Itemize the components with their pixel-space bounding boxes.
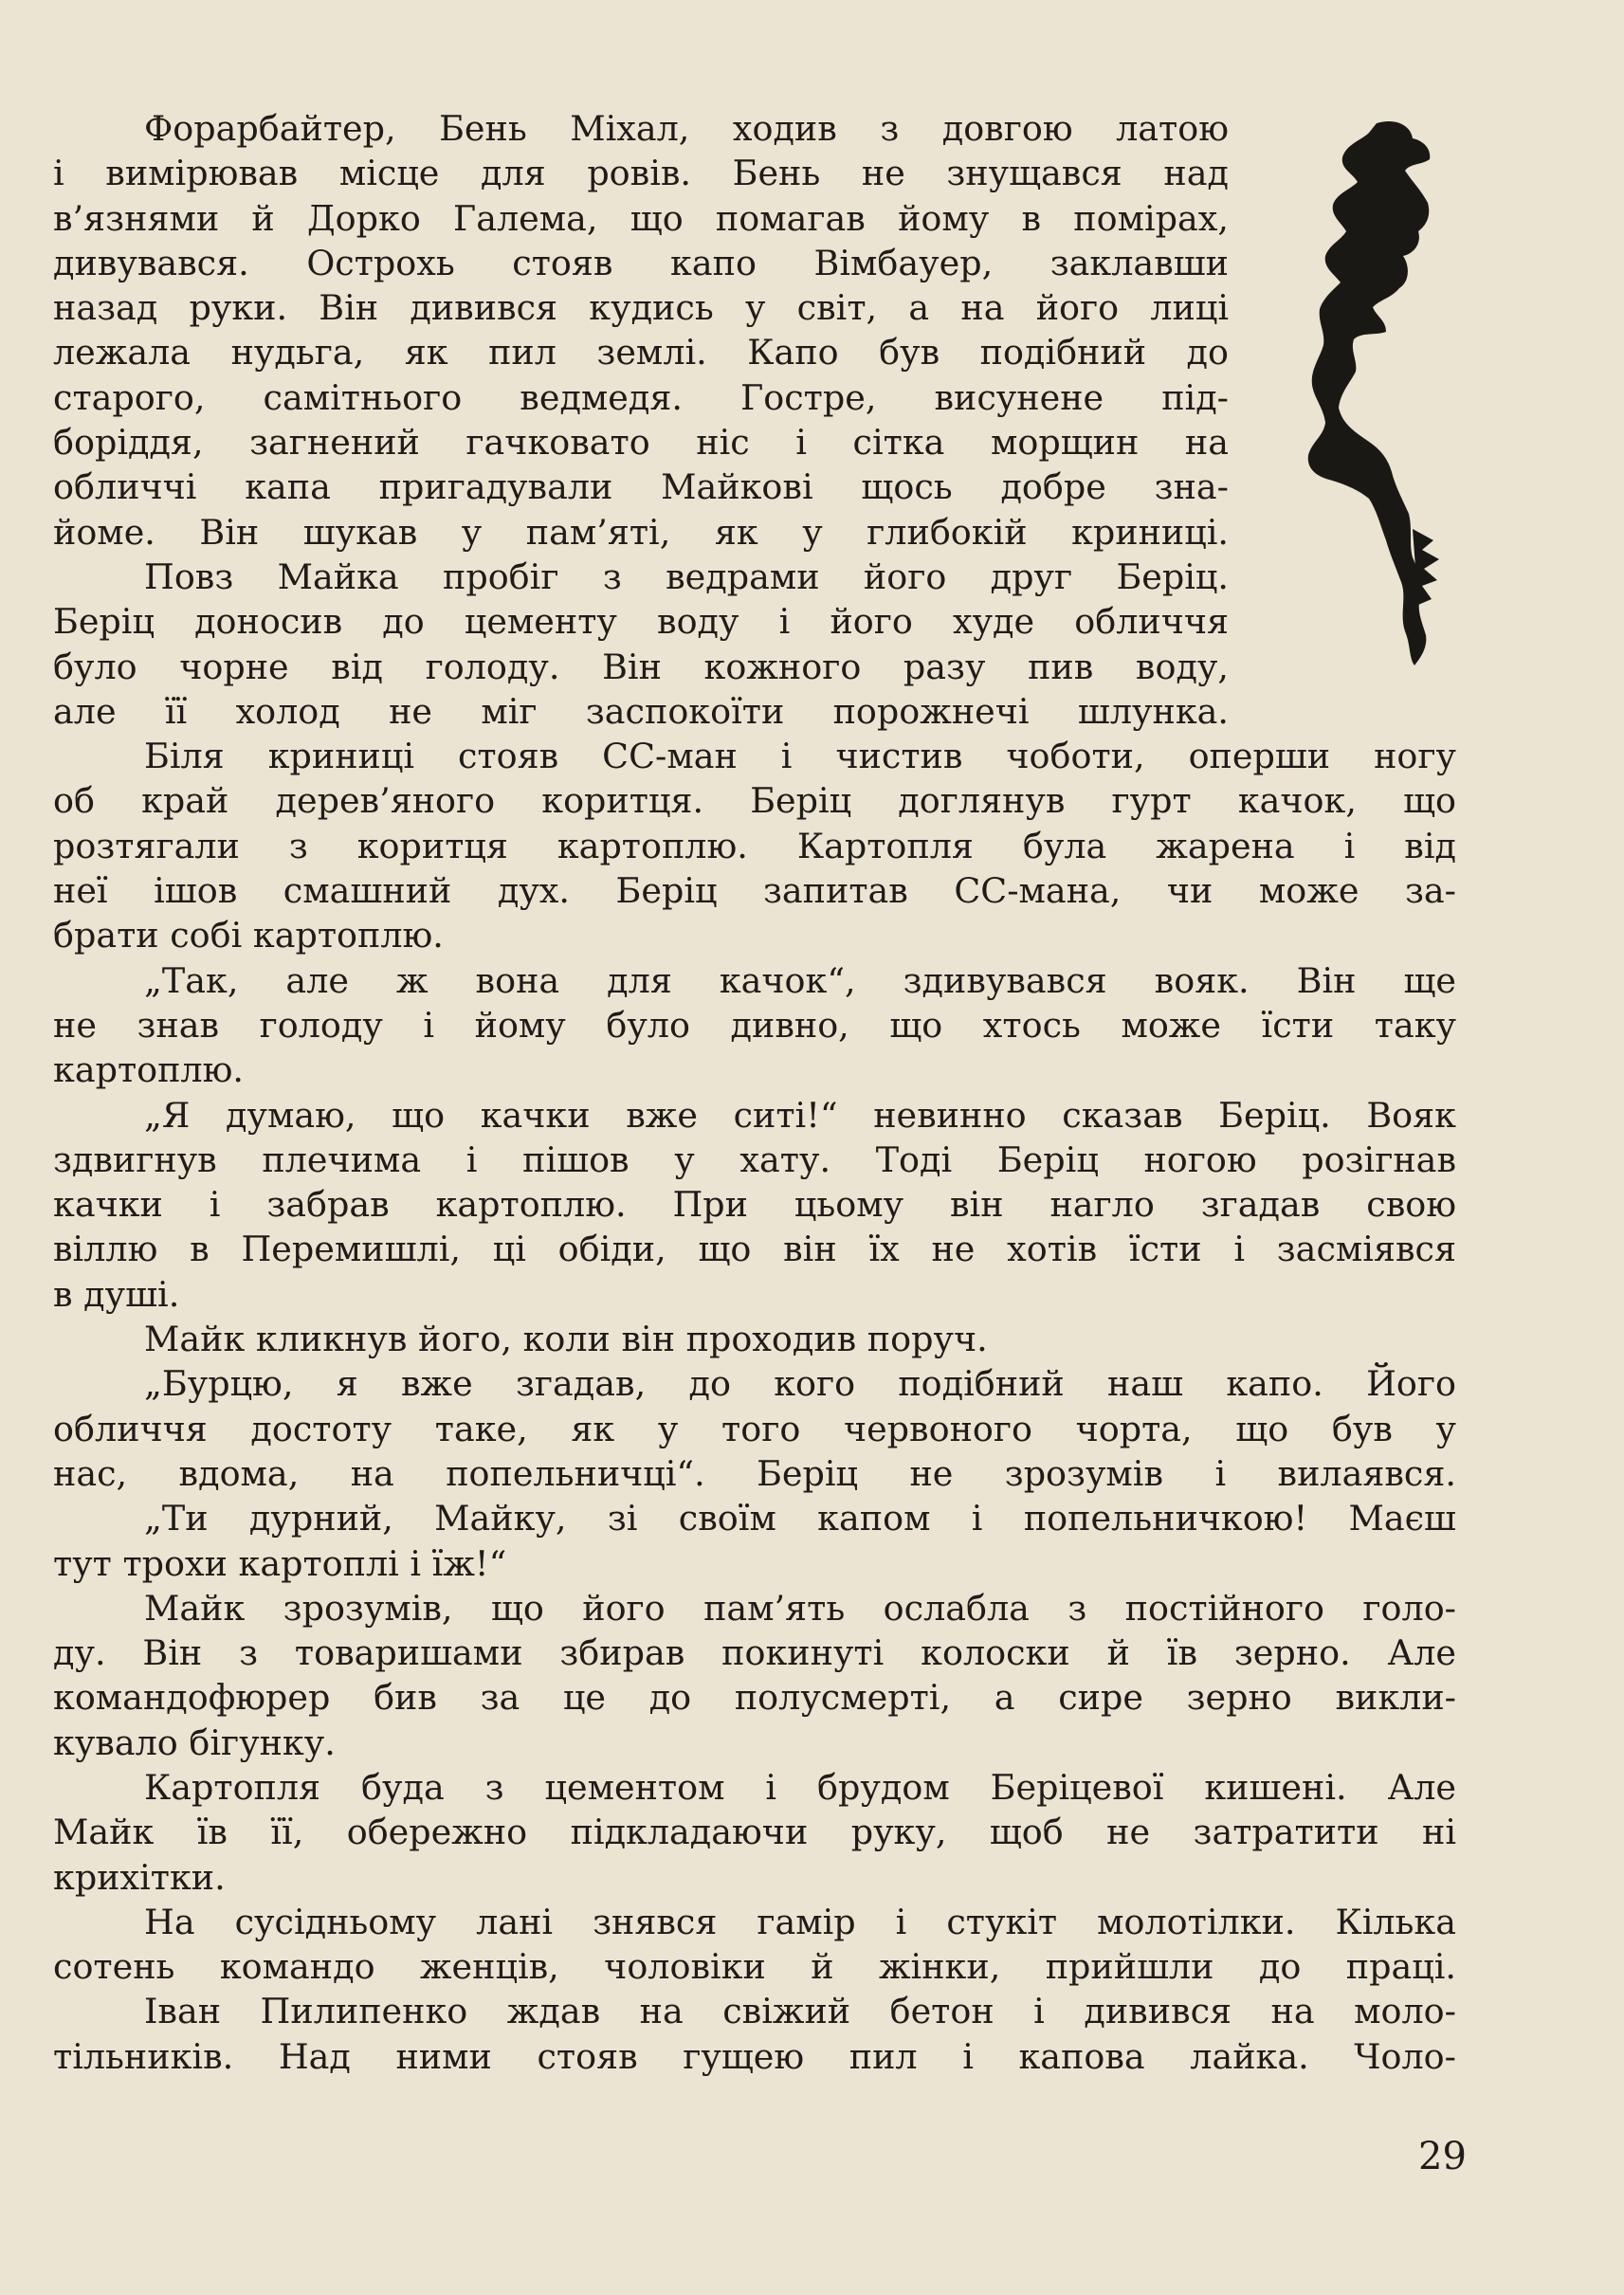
text-line: Іван Пилипенко ждав на свіжий бетон і дивився на моло- — [144, 1991, 1456, 2032]
text-line: не знав голоду і йому було дивно, що хтось може їсти таку — [53, 1004, 1456, 1046]
text-line: в’язнями й Дорко Галема, що помагав йому в помірах, — [53, 197, 1229, 239]
page-number: 29 — [1418, 2135, 1467, 2178]
text-line: йоме. Він шукав у пам’яті, як у глибокій криниці. — [53, 511, 1229, 553]
text-line: назад руки. Він дивився кудись у світ, а на його лиці — [53, 287, 1229, 329]
text-line: крихітки. — [53, 1856, 226, 1898]
text-line: „Я думаю, що качки вже ситі!“ невинно сказав Беріц. Вояк — [144, 1094, 1456, 1136]
text-line: віллю в Перемишлі, ці обіди, що він їх не хотів їсти і засміявся — [53, 1229, 1456, 1270]
text-line: командофюрер бив за це до полусмерті, а сире зерно викли- — [53, 1677, 1456, 1719]
text-line: нас, вдома, на попельничці“. Беріц не зрозумів і вилаявся. — [53, 1452, 1456, 1494]
text-line: об край дерев’яного коритця. Беріц доглянув гурт качок, що — [53, 780, 1456, 822]
text-line: картоплю. — [53, 1049, 244, 1091]
text-line: неї ішов смашний дух. Беріц запитав СС-мана, чи може за- — [53, 870, 1456, 912]
body-text — [53, 106, 1456, 2079]
text-line: здвигнув плечима і пішов у хату. Тоді Беріц ногою розігнав — [53, 1138, 1456, 1180]
text-line: „Бурцю, я вже згадав, до кого подібний наш капо. Його — [144, 1363, 1456, 1405]
text-line: лежала нудьга, як пил землі. Капо був подібний до — [53, 332, 1229, 373]
text-line: Майк зрозумів, що його пам’ять ослабла з постійного голо- — [144, 1587, 1456, 1629]
text-line: Форарбайтер, Бень Міхал, ходив з довгою латою — [144, 108, 1229, 149]
text-line: в душі. — [53, 1273, 180, 1315]
text-line: Картопля буда з цементом і брудом Беріцевої кишені. Але — [144, 1766, 1456, 1808]
text-line: кувало бігунку. — [53, 1721, 336, 1763]
text-line: обличчя достоту таке, як у того червоного чорта, що був у — [53, 1408, 1456, 1449]
text-line: тут трохи картоплі і їж!“ — [53, 1542, 507, 1584]
text-line: але її холод не міг заспокоїти порожнечі шлунка. — [53, 690, 1229, 732]
text-line: дивувався. Острохь стояв капо Вімбауер, заклавши — [53, 242, 1229, 283]
text-line: На сусідньому лані знявся гамір і стукіт молотілки. Кілька — [144, 1901, 1456, 1942]
text-line: Майк їв її, обережно підкладаючи руку, щоб не затратити ні — [53, 1812, 1456, 1853]
text-line: ду. Він з товаришами збирав покинуті колоски й їв зерно. Але — [53, 1632, 1456, 1674]
text-line: обличчі капа пригадували Майкові щось добре зна- — [53, 466, 1229, 508]
text-line: старого, самітнього ведмедя. Гостре, висунене під- — [53, 376, 1229, 418]
text-line: Біля криниці стояв СС-ман і чистив чоботи, оперши ногу — [144, 736, 1456, 777]
text-line: „Так, але ж вона для качок“, здивувався вояк. Він ще — [144, 959, 1456, 1001]
text-line: Майк кликнув його, коли він проходив поруч. — [144, 1319, 988, 1360]
text-line: боріддя, загнений гачковато ніс і сітка морщин на — [53, 422, 1229, 464]
text-line: сотень командо женців, чоловіки й жінки, прийшли до праці. — [53, 1946, 1456, 1988]
text-line: качки і забрав картоплю. При цьому він нагло згадав свою — [53, 1184, 1456, 1226]
text-line: Повз Майка пробіг з ведрами його друг Беріц. — [144, 556, 1229, 597]
text-line: було чорне від голоду. Він кожного разу пив воду, — [53, 646, 1229, 687]
text-line: розтягали з коритця картоплю. Картопля була жарена і від — [53, 825, 1456, 866]
text-line: „Ти дурний, Майку, зі своїм капом і попельничкою! Маєш — [144, 1498, 1456, 1539]
text-line: тільників. Над ними стояв гущею пил і капова лайка. Чоло- — [53, 2035, 1456, 2077]
text-line: Беріц доносив до цементу воду і його худе обличчя — [53, 601, 1229, 643]
text-line: і вимірював місце для ровів. Бень не знущався над — [53, 153, 1229, 194]
text-line: брати собі картоплю. — [53, 915, 444, 956]
